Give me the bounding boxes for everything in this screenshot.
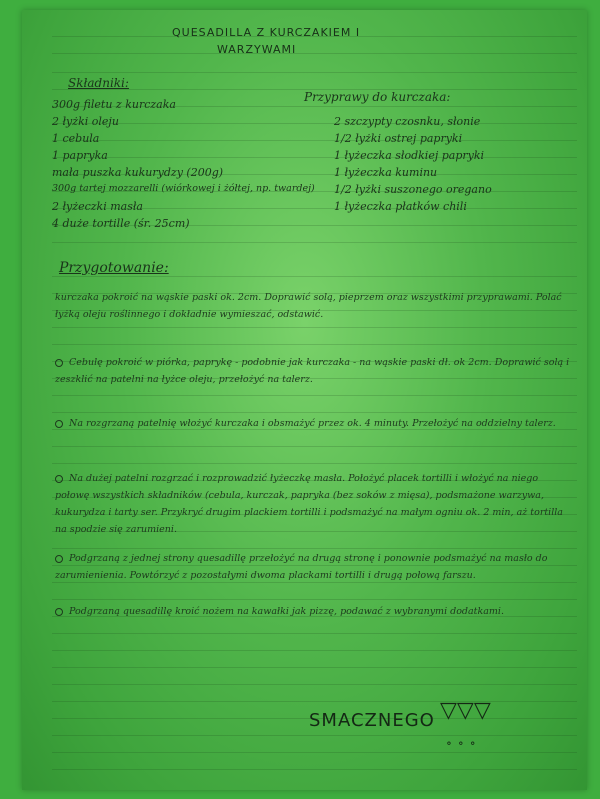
ingredient-item: 300g tartej mozzarelli (wiórkowej i żółtej, np. twardej) [52, 183, 315, 194]
ingredients-heading: Składniki: [68, 76, 129, 90]
ingredient-item: mała puszka kukurydzy (200g) [52, 166, 224, 179]
preparation-step: Podgrzaną quesadillę kroić nożem na kawałki jak pizzę, podawać z wybranymi dodatkami. [55, 603, 575, 620]
preparation-heading: Przygotowanie: [59, 260, 169, 276]
dots-decoration: ∘∘∘ [446, 736, 482, 750]
recipe-title-line2: WARZYWAMI [217, 43, 297, 56]
spice-item: 1 łyżeczka kuminu [334, 166, 438, 179]
preparation-step: Podgrzaną z jednej strony quesadillę przełożyć na drugą stronę i ponownie podsmażyć na masło do zarumienienia. Powtórzyć z pozostałymi dwoma plackami tortilli i drugą połową farszu. [55, 553, 548, 581]
recipe-paper [22, 10, 587, 790]
bullet-icon [55, 420, 63, 428]
spice-item: 1 łyżeczka słodkiej papryki [334, 149, 485, 162]
ingredient-item: 1 papryka [52, 149, 108, 162]
preparation-step: Cebulę pokroić w piórka, paprykę - podobnie jak kurczaka - na wąskie paski dł. ok 2cm. Doprawić solą i zeszklić na patelni na łyżce oleju, przełożyć na talerz. [55, 357, 570, 385]
bullet-icon [55, 555, 63, 563]
spice-item: 2 szczypty czosnku, słonie [334, 115, 481, 128]
spice-item: 1/2 łyżki suszonego oregano [334, 183, 492, 196]
bullet-icon [55, 359, 63, 367]
ingredient-item: 4 duże tortille (śr. 25cm) [52, 217, 190, 230]
ingredient-item: 2 łyżeczki masła [52, 200, 143, 213]
spices-heading: Przyprawy do kurczaka: [304, 90, 451, 104]
ingredient-item: 300g filetu z kurczaka [52, 98, 176, 111]
ingredient-item: 1 cebula [52, 132, 100, 145]
ingredient-item: 2 łyżki oleju [52, 115, 119, 128]
spice-item: 1/2 łyżki ostrej papryki [334, 132, 463, 145]
bullet-icon [55, 608, 63, 616]
spice-item: 1 łyżeczka płatków chili [334, 200, 467, 213]
preparation-step: Na rozgrzaną patelnię włożyć kurczaka i obsmażyć przez ok. 4 minuty. Przełożyć na oddzielny talerz. [55, 415, 575, 432]
recipe-title-line1: QUESADILLA Z KURCZAKIEM I [172, 26, 361, 39]
preparation-step: kurczaka pokroić na wąskie paski ok. 2cm. Doprawić solą, pieprzem oraz wszystkimi przyprawami. Polać łyżką oleju roślinnego i dokładnie wymieszać, odstawić. [55, 292, 562, 320]
preparation-step: Na dużej patelni rozgrzać i rozprowadzić łyżeczkę masła. Położyć placek tortilli i włożyć na niego połowę wszystkich składników (cebula, kurczak, papryka (bez soków z mięsa), podsmażone warzywa, kukurydza i tarty ser. Przykryć drugim plackiem tortilli i podsmażyć na małym ogniu ok. 2 min, aż tortilla na spodzie się zarumieni. [55, 473, 563, 535]
heart-icons: ▽▽▽ [440, 698, 491, 723]
signature-text: SMACZNEGO [309, 710, 435, 731]
bullet-icon [55, 475, 63, 483]
